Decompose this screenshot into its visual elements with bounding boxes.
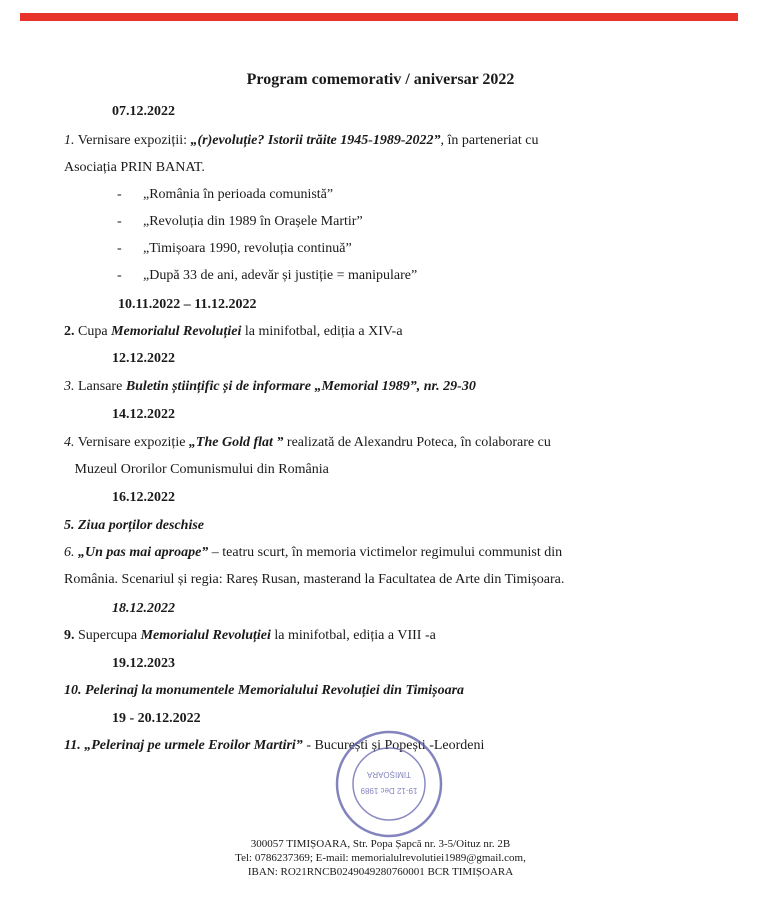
- footer-iban: IBAN: RO21RNCB0249049280760001 BCR TIMIȘOARA: [247, 866, 514, 878]
- official-stamp: [333, 728, 445, 840]
- program-item: 9. Supercupa Memorialul Revoluției la minifotbal, ediția a VIII -a: [64, 628, 436, 643]
- date-heading: 16.12.2022: [112, 490, 175, 505]
- bullet-item: - „Timișoara 1990, revoluția continuă”: [117, 241, 352, 256]
- program-item: 11. „Pelerinaj pe urmele Eroilor Martiri” - București și Popești -Leordeni: [64, 738, 485, 753]
- bullet-item: - „România în perioada comunistă”: [117, 187, 334, 202]
- program-item: 4. Vernisare expoziție „The Gold flat ” realizată de Alexandru Poteca, în colaborare cu: [64, 435, 551, 450]
- bullet-item: - „Revoluția din 1989 în Orașele Martir”: [117, 214, 363, 229]
- date-heading: 19.12.2023: [112, 656, 175, 671]
- item-continuation: România. Scenariul și regia: Rareș Rusan, masterand la Facultatea de Arte din Timișoara.: [64, 572, 565, 587]
- date-heading: 12.12.2022: [112, 351, 175, 366]
- date-heading: 19 - 20.12.2022: [112, 711, 201, 726]
- stamp-date: 19-12 Dec 1989: [360, 786, 418, 795]
- program-item: 10. Pelerinaj la monumentele Memorialului Revoluției din Timișoara: [64, 683, 465, 698]
- footer-address: 300057 TIMIȘOARA, Str. Popa Șapcă nr. 3-5/Oituz nr. 2B: [250, 838, 511, 850]
- program-item: 2. Cupa Memorialul Revoluției la minifotbal, ediția a XIV-a: [64, 324, 403, 339]
- date-heading: 14.12.2022: [112, 407, 175, 422]
- item-continuation: Asociația PRIN BANAT.: [64, 160, 205, 175]
- date-heading: 10.11.2022 – 11.12.2022: [118, 297, 257, 312]
- date-heading: 07.12.2022: [112, 104, 175, 119]
- date-heading: 18.12.2022: [112, 601, 175, 616]
- item-continuation: Muzeul Ororilor Comunismului din România: [74, 462, 329, 477]
- footer-contact: Tel: 0786237369; E-mail: memorialulrevolutiei1989@gmail.com,: [235, 852, 526, 864]
- program-item: 1. Vernisare expoziții: „(r)evoluție? Istorii trăite 1945-1989-2022”, în parteneriat cu: [64, 133, 539, 148]
- program-item: 6. „Un pas mai aproape” – teatru scurt, în memoria victimelor regimului communist din: [64, 545, 563, 560]
- program-item: 3. Lansare Buletin științific și de informare „Memorial 1989”, nr. 29-30: [64, 379, 476, 394]
- page-title: Program comemorativ / aniversar 2022: [246, 71, 515, 88]
- program-item: 5. Ziua porților deschise: [64, 518, 205, 533]
- red-header-bar: [20, 13, 738, 21]
- bullet-item: - „După 33 de ani, adevăr și justiție = manipulare”: [117, 268, 418, 283]
- stamp-text: TIMIȘOARA: [366, 770, 412, 779]
